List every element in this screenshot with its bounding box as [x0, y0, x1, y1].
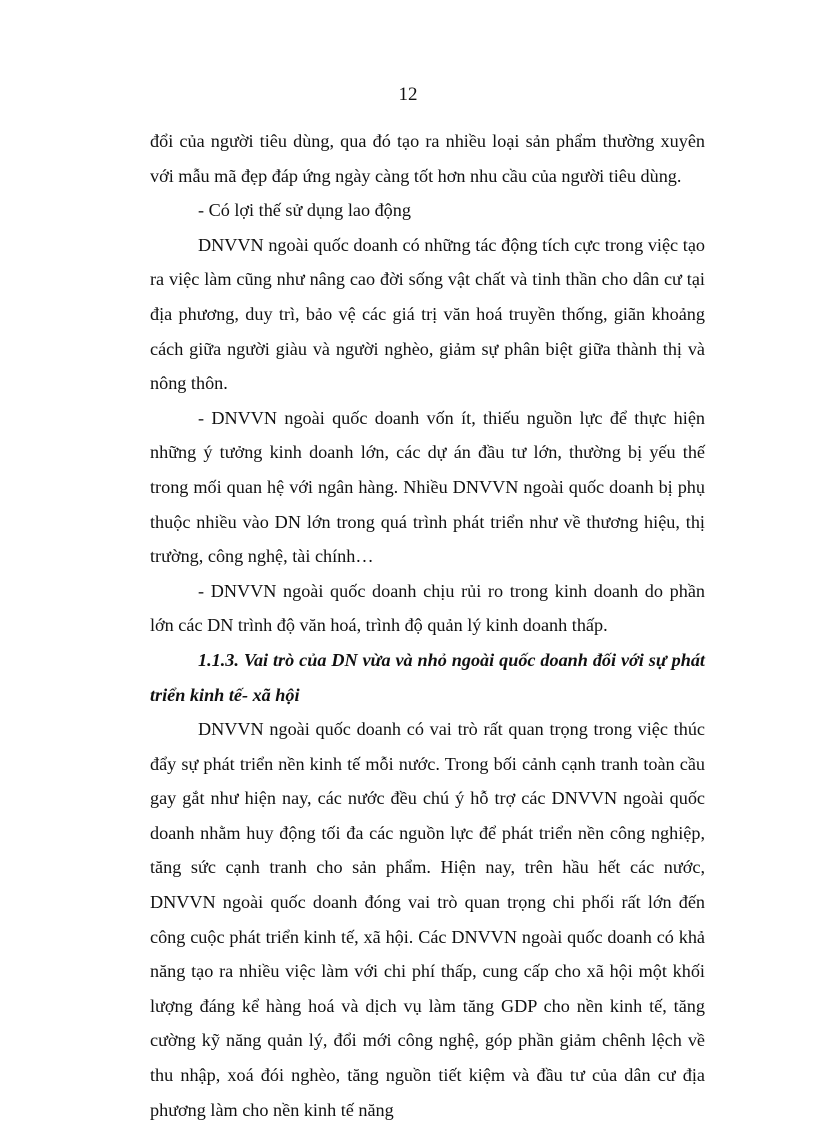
paragraph-employment-impact: DNVVN ngoài quốc doanh có những tác động tích cực trong việc tạo ra việc làm cũng như nâng cao đời sống vật chất và tinh thần cho dân cư tại địa phương, duy trì, bảo vệ các giá trị văn hoá truyền thống, giãn khoảng cách giữa người giàu và người nghèo, giảm sự phân biệt giữa thành thị và nông thôn.	[150, 234, 705, 394]
section-heading: 1.1.3. Vai trò của DN vừa và nhỏ ngoài quốc doanh đối với sự phát triển kinh tế- xã hội	[150, 649, 705, 705]
paragraph-limited-capital: - DNVVN ngoài quốc doanh vốn ít, thiếu nguồn lực để thực hiện những ý tưởng kinh doanh lớn, các dự án đầu tư lớn, thường bị yếu thế trong mối quan hệ với ngân hàng. Nhiều DNVVN ngoài quốc doanh bị phụ thuộc nhiều vào DN lớn trong quá trình phát triển như về thương hiệu, thị trường, công nghệ, tài chính…	[150, 407, 705, 567]
paragraph-labor-advantage: - Có lợi thế sử dụng lao động	[198, 200, 411, 221]
document-body	[150, 124, 705, 1127]
paragraph-continuation: đổi của người tiêu dùng, qua đó tạo ra nhiều loại sản phẩm thường xuyên với mẫu mã đẹp đáp ứng ngày càng tốt hơn nhu cầu của người tiêu dùng.	[150, 131, 705, 186]
paragraph-role: DNVVN ngoài quốc doanh có vai trò rất quan trọng trong việc thúc đẩy sự phát triển nền kinh tế mỗi nước. Trong bối cảnh cạnh tranh toàn cầu gay gắt như hiện nay, các nước đều chú ý hỗ trợ các DNVVN ngoài quốc doanh nhằm huy động tối đa các nguồn lực để phát triển nền công nghiệp, tăng sức cạnh tranh cho sản phẩm. Hiện nay, trên hầu hết các nước, DNVVN ngoài quốc doanh đóng vai trò quan trọng chi phối rất lớn đến công cuộc phát triển kinh tế, xã hội. Các DNVVN ngoài quốc doanh có khả năng tạo ra nhiều việc làm với chi phí thấp, cung cấp cho xã hội một khối lượng đáng kể hàng hoá và dịch vụ làm tăng GDP cho nền kinh tế, tăng cường kỹ năng quản lý, đổi mới công nghệ, góp phần giảm chênh lệch về thu nhập, xoá đói nghèo, tăng nguồn tiết kiệm và đầu tư của dân cư địa phương làm cho nền kinh tế năng	[150, 719, 705, 1120]
paragraph-business-risk: - DNVVN ngoài quốc doanh chịu rủi ro trong kinh doanh do phần lớn các DN trình độ văn hoá, trình độ quản lý kinh doanh thấp.	[150, 580, 705, 636]
page-number: 12	[398, 84, 418, 105]
